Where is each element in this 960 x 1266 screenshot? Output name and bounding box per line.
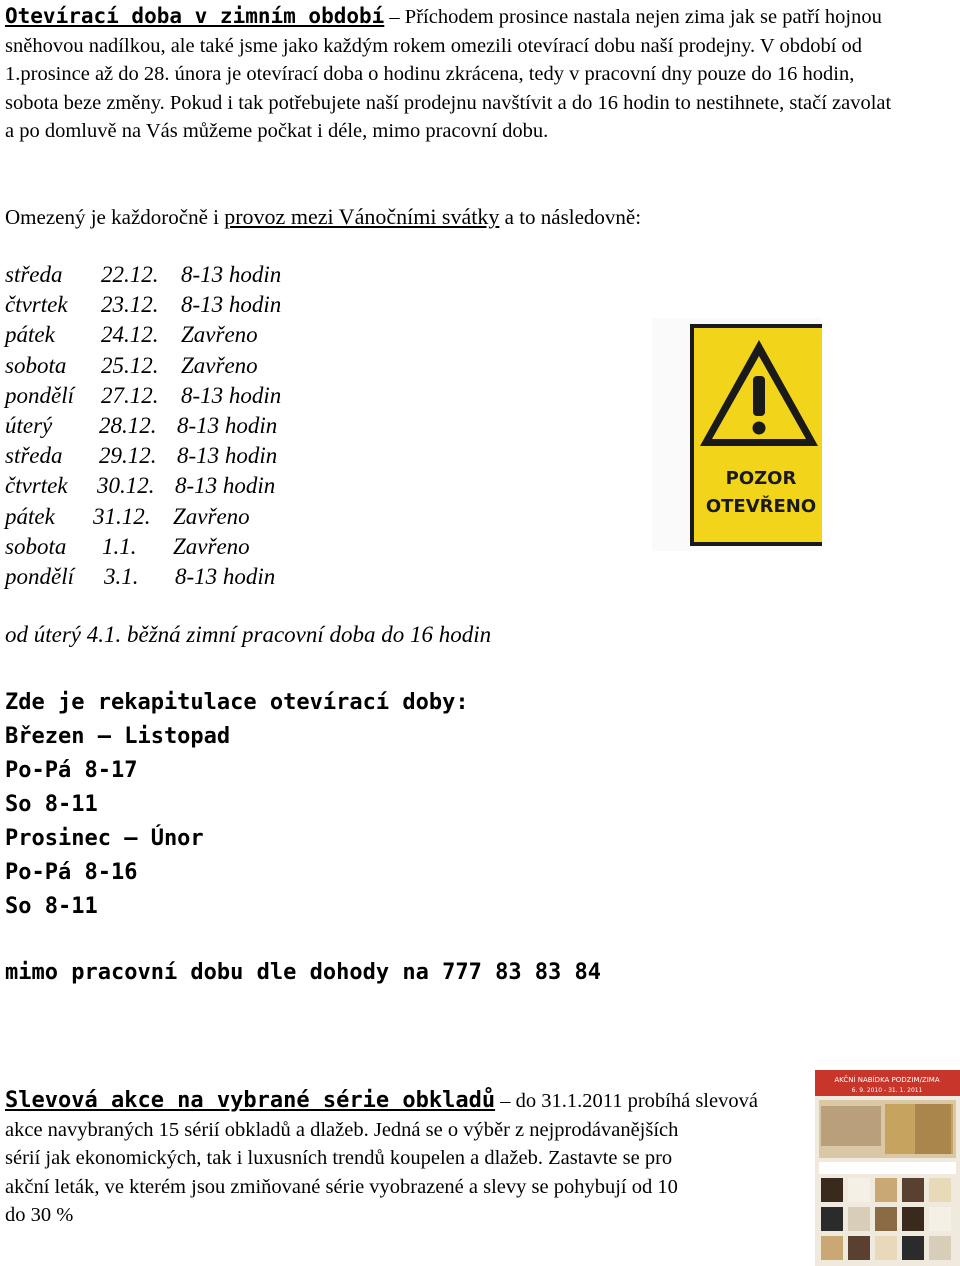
recap-line: Po-Pá 8-16 <box>5 860 138 885</box>
sale-heading[interactable]: Slevová akce na vybrané série obkladů <box>5 1088 496 1113</box>
sale-line: do 30 % <box>5 1204 74 1226</box>
recap-line: Po-Pá 8-17 <box>5 758 138 783</box>
holiday-intro <box>5 203 905 232</box>
sale-line: sérií jak ekonomických, tak i luxusních trendů koupelen a dlažeb. Zastavte se pro <box>5 1147 673 1169</box>
schedule-date: 30.12. <box>97 473 155 499</box>
sign-line2: OTEVŘENO <box>705 496 817 517</box>
sale-line: – do 31.1.2011 probíhá slevová <box>500 1090 758 1112</box>
winter-hours-text: – Příchodem prosince nastala nejen zima jak se patří hojnou sněhovou nadílkou, ale také jsme jako každým rokem omezili otevírací dobu naší prodejny. V období od 1.prosince až do 28. února je otevírací doba o hodinu zkrácena, tedy v pracovní dny pouze do 16 hodin, sobota beze změny. Pokud i tak potřebujete naší prodejnu navštívit a do 16 hodin to nestihnete, stačí zavolat a po domluvě na Vás můžeme počkat i déle, mimo pracovní dobu. <box>5 6 892 142</box>
schedule-date: 29.12. <box>99 443 157 469</box>
schedule-date: 31.12. <box>93 503 151 529</box>
recap-line: So 8-11 <box>5 792 98 817</box>
sale-line: akční leták, ve kterém jsou zmiňované série vyobrazené a slevy se pohybují od 10 <box>5 1175 678 1198</box>
schedule-date: 23.12. <box>101 292 159 318</box>
tile-swatch <box>875 1207 897 1231</box>
tile-swatch <box>821 1207 843 1231</box>
schedule-hours: Zavřeno <box>181 322 258 348</box>
schedule-day: úterý <box>5 412 53 438</box>
schedule-day: pátek <box>5 322 55 348</box>
winter-hours-paragraph <box>5 2 905 146</box>
recap-line: Prosinec – Únor <box>5 826 204 851</box>
recap-line: Březen – Listopad <box>5 724 231 749</box>
schedule-note: od úterý 4.1. běžná zimní pracovní doba do 16 hodin <box>5 622 492 647</box>
winter-hours-heading: Otevírací doba v zimním období <box>5 4 385 28</box>
schedule-hours: Zavřeno <box>181 352 258 378</box>
schedule-hours: 8-13 hodin <box>181 292 282 318</box>
tile-swatch <box>902 1236 924 1260</box>
leaflet-title: AKČNÍ NABÍDKA PODZIM/ZIMA <box>834 1076 940 1084</box>
schedule-hours: Zavřeno <box>173 533 250 559</box>
schedule-hours: 8-13 hodin <box>177 412 278 438</box>
schedule-day: pátek <box>5 503 55 529</box>
tile-swatch <box>902 1178 924 1202</box>
tile-swatch <box>929 1178 951 1202</box>
schedule-day: čtvrtek <box>5 292 68 318</box>
tile-swatch <box>821 1236 843 1260</box>
schedule-date: 28.12. <box>99 412 157 438</box>
tile-swatch <box>848 1178 870 1202</box>
tile-swatch <box>875 1236 897 1260</box>
leaflet-dates: 6. 9. 2010 - 31. 1. 2011 <box>851 1087 923 1094</box>
schedule-day: pondělí <box>5 382 74 408</box>
recap-contact: mimo pracovní dobu dle dohody na 777 83 83 84 <box>5 960 602 985</box>
holiday-intro-link[interactable]: provoz mezi Vánočními svátky <box>224 204 500 229</box>
promo-leaflet <box>815 1070 960 1266</box>
holiday-intro-before: Omezený je každoročně i <box>5 205 219 229</box>
recap-title: Zde je rekapitulace otevírací doby: <box>5 690 469 715</box>
tile-swatch <box>929 1207 951 1231</box>
schedule-date: 3.1. <box>104 563 139 589</box>
schedule-hours: 8-13 hodin <box>181 262 282 287</box>
tile-swatch <box>848 1207 870 1231</box>
schedule-date: 25.12. <box>101 352 159 378</box>
schedule-day: sobota <box>5 352 67 378</box>
tile-swatch <box>875 1178 897 1202</box>
schedule-hours: Zavřeno <box>173 503 250 529</box>
schedule-date: 1.1. <box>102 533 137 559</box>
tile-swatch <box>848 1236 870 1260</box>
schedule-day: středa <box>5 443 63 469</box>
holiday-intro-after: a to následovně: <box>504 205 642 229</box>
tile-swatch <box>929 1236 951 1260</box>
sale-line: akce navybraných 15 sérií obkladů a dlažeb. Jedná se o výběr z nejprodávanějších <box>5 1118 679 1141</box>
leaflet-image-icon <box>815 1070 960 1266</box>
schedule-hours: 8-13 hodin <box>175 473 276 499</box>
schedule-date: 27.12. <box>101 382 159 408</box>
sale-paragraph <box>5 1087 813 1230</box>
schedule-hours: 8-13 hodin <box>177 443 278 469</box>
tile-swatch <box>821 1178 843 1202</box>
schedule-date: 24.12. <box>101 322 159 348</box>
schedule-day: pondělí <box>5 563 74 589</box>
schedule-day: středa <box>5 262 63 287</box>
schedule-hours: 8-13 hodin <box>175 563 276 589</box>
schedule-day: sobota <box>5 533 67 559</box>
tile-swatch <box>902 1207 924 1231</box>
open-warning-sign <box>652 318 822 551</box>
schedule-hours: 8-13 hodin <box>181 382 282 408</box>
schedule-day: čtvrtek <box>5 473 68 499</box>
hours-recap <box>5 686 469 924</box>
schedule-date: 22.12. <box>101 262 159 287</box>
sign-line1: POZOR <box>725 468 797 489</box>
warning-sign-icon <box>652 318 822 551</box>
recap-line: So 8-11 <box>5 894 98 919</box>
